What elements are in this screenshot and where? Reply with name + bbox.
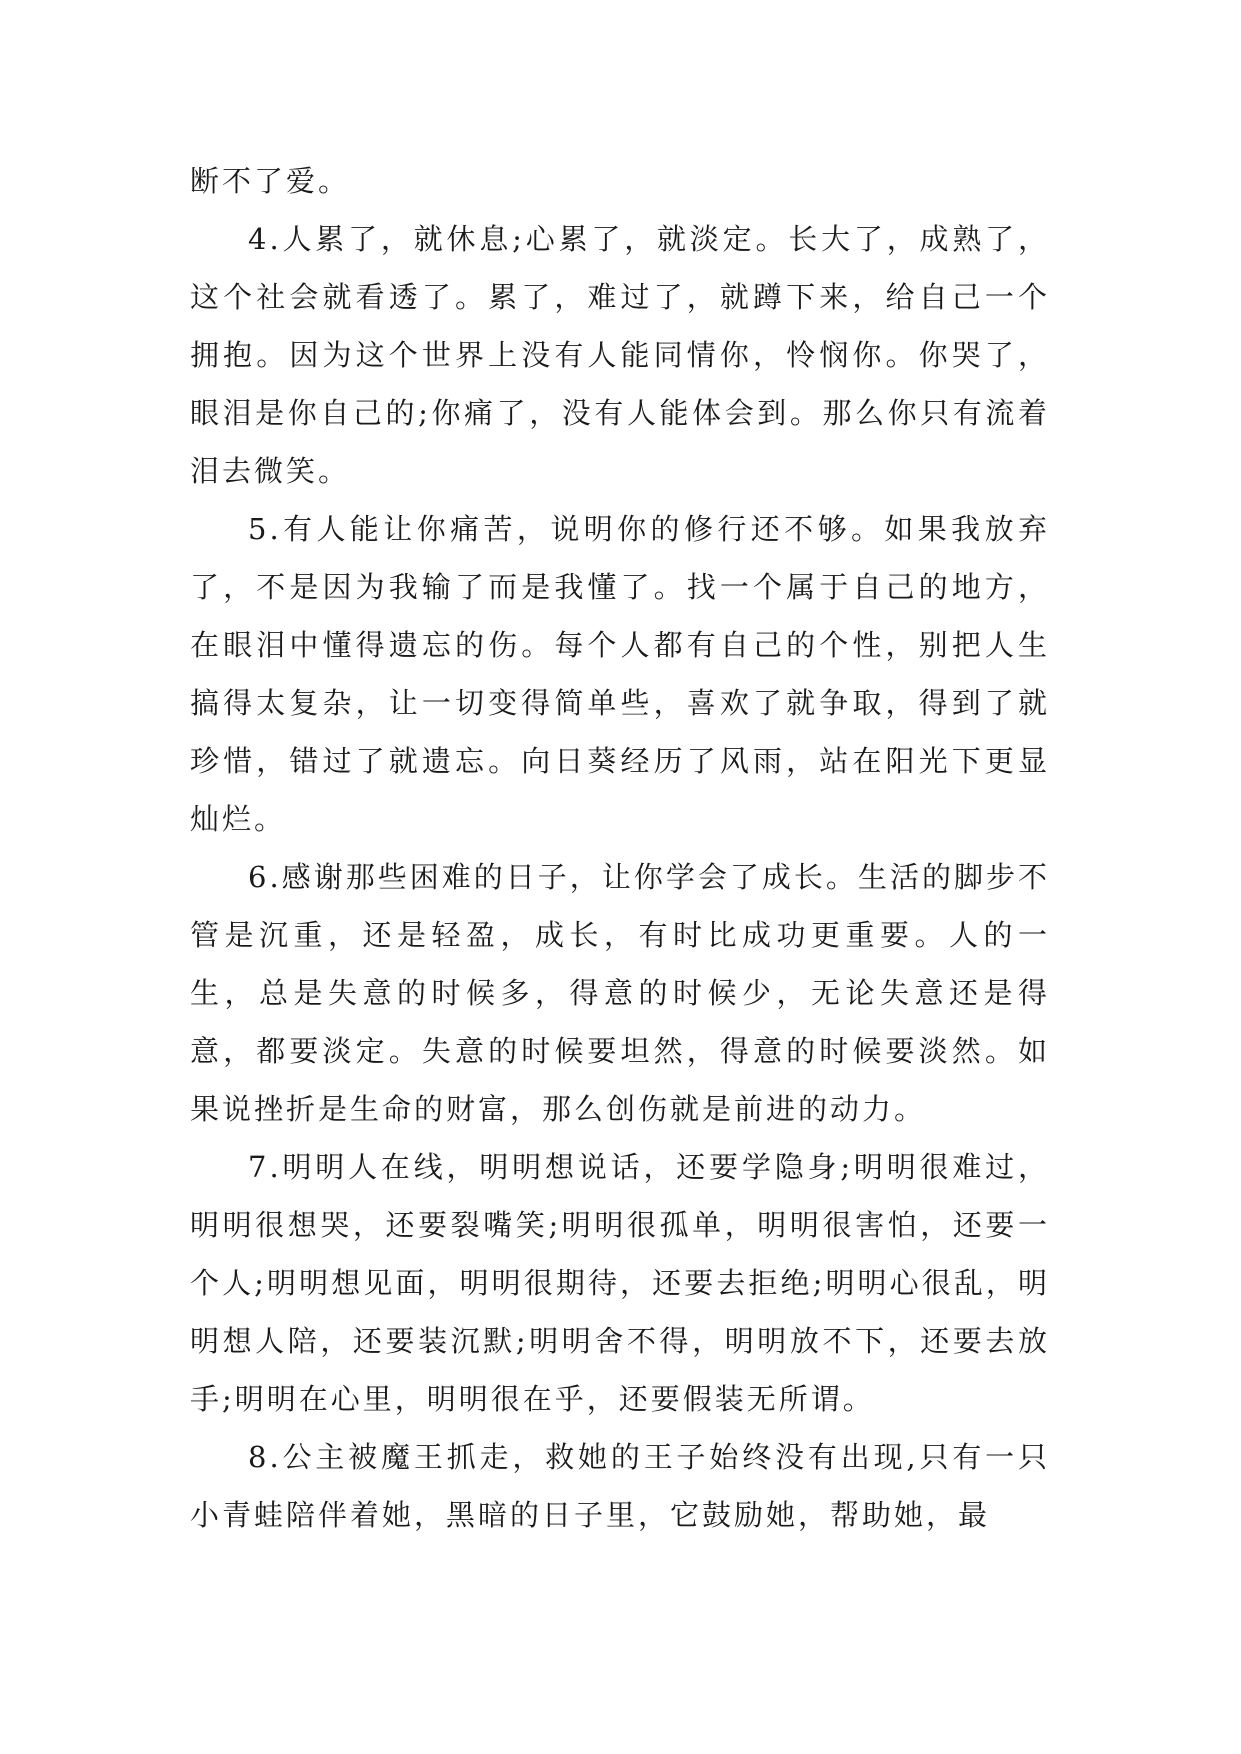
paragraph-item-7: 7.明明人在线，明明想说话，还要学隐身;明明很难过，明明很想哭，还要裂嘴笑;明明很孤单，明明很害怕，还要一个人;明明想见面，明明很期待，还要去拒绝;明明心很乱，明明想人陪，还要装沉默;明明舍不得，明明放不下，还要去放手;明明在心里，明明很在乎，还要假装无所谓。 xyxy=(190,1150,1050,1416)
paragraph-item-6: 6.感谢那些困难的日子，让你学会了成长。生活的脚步不管是沉重，还是轻盈，成长，有时比成功更重要。人的一生，总是失意的时候多，得意的时候少，无论失意还是得意，都要淡定。失意的时候要坦然，得意的时候要淡然。如果说挫折是生命的财富，那么创伤就是前进的动力。 xyxy=(190,860,1050,1126)
paragraph-item-8: 8.公主被魔王抓走，救她的王子始终没有出现,只有一只小青蛙陪伴着她，黑暗的日子里，它鼓励她，帮助她，最 xyxy=(190,1440,1050,1532)
paragraph-item-5: 5.有人能让你痛苦，说明你的修行还不够。如果我放弃了，不是因为我输了而是我懂了。找一个属于自己的地方，在眼泪中懂得遗忘的伤。每个人都有自己的个性，别把人生搞得太复杂，让一切变得简单些，喜欢了就争取，得到了就珍惜，错过了就遗忘。向日葵经历了风雨，站在阳光下更显灿烂。 xyxy=(190,512,1050,836)
paragraph-item-4: 4.人累了，就休息;心累了，就淡定。长大了，成熟了，这个社会就看透了。累了，难过了，就蹲下来，给自己一个拥抱。因为这个世界上没有人能同情你，怜悯你。你哭了，眼泪是你自己的;你痛了，没有人能体会到。那么你只有流着泪去微笑。 xyxy=(190,222,1050,488)
document-body xyxy=(190,152,1050,1544)
paragraph-continuation: 断不了爱。 xyxy=(190,164,351,198)
